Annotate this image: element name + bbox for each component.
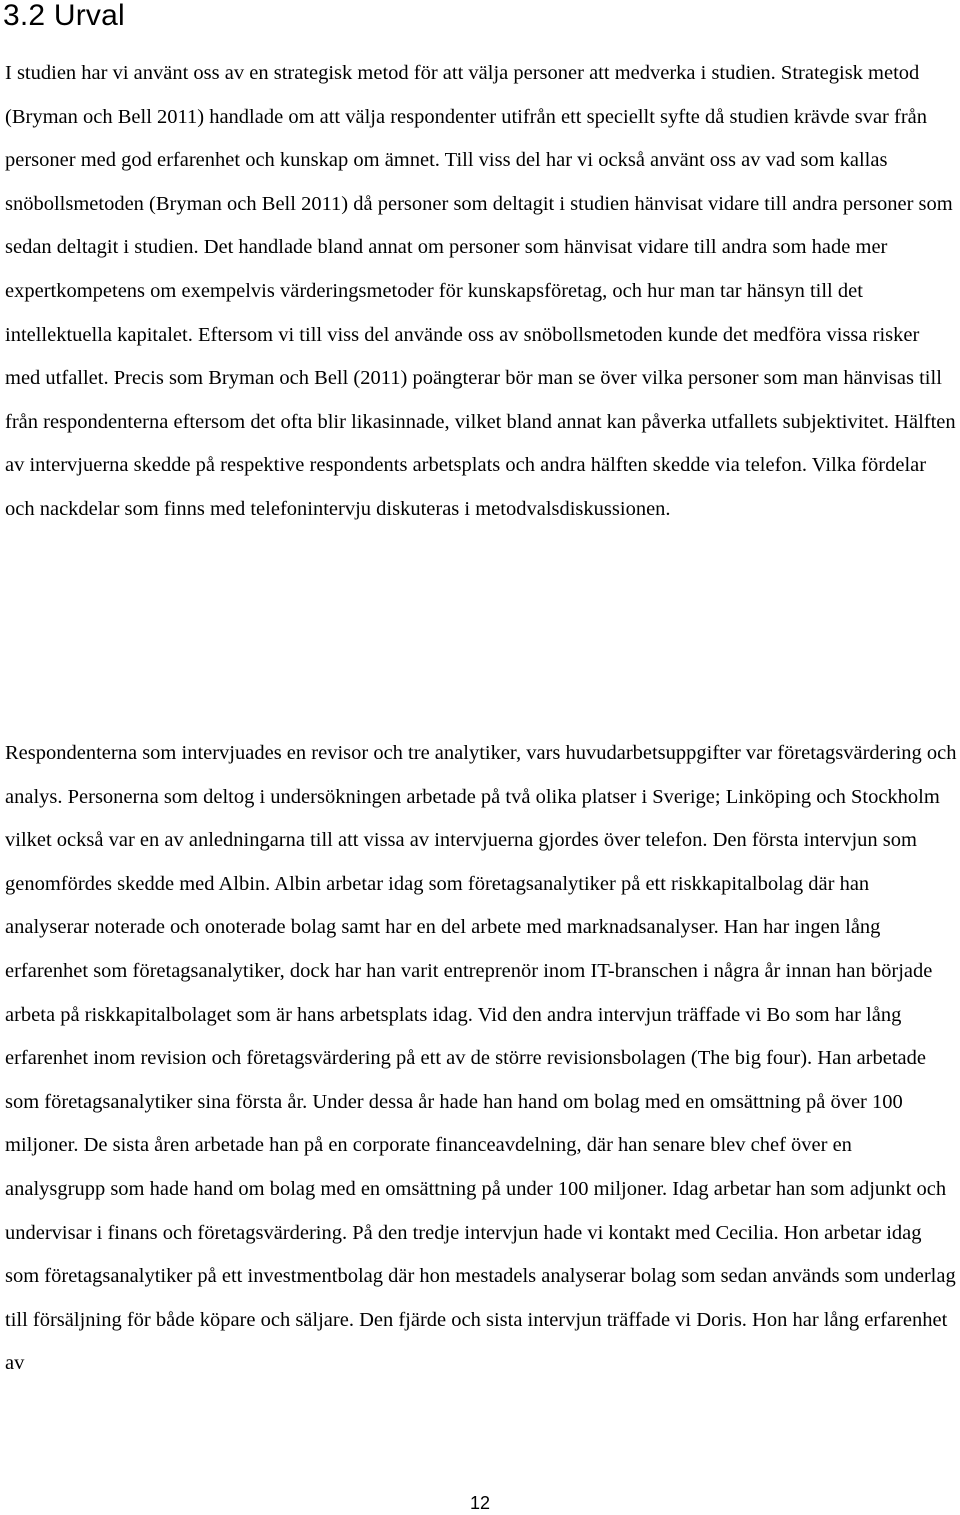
page-number: 12 <box>469 1493 491 1513</box>
section-heading: 3.2 Urval <box>3 0 125 32</box>
paragraph-selection-method: I studien har vi använt oss av en strategisk metod för att välja personer att medverka i studien. Strategisk metod (Bryman och Bell 2011) handlade om att välja respondenter utifrån ett speciellt syfte då studien krävde svar från personer med god erfarenhet och kunskap om ämnet. Till viss del har vi också använt oss av vad som kallas snöbollsmetoden (Bryman och Bell 2011) då personer som deltagit i studien hänvisat vidare till andra personer som sedan deltagit i studien. Det handlade bland annat om personer som hänvisat vidare till andra som hade mer expertkompetens om exempelvis värderingsmetoder för kunskapsföretag, och hur man tar hänsyn till det intellektuella kapitalet. Eftersom vi till viss del använde oss av snöbollsmetoden kunde det medföra vissa risker med utfallet. Precis som Bryman och Bell (2011) poängterar bör man se över vilka personer som man hänvisas till från respondenterna eftersom det ofta blir likasinnade, vilket bland annat kan påverka utfallets subjektivitet. Hälften av intervjuerna skedde på respektive respondents arbetsplats och andra hälften skedde via telefon. Vilka fördelar och nackdelar som finns med telefonintervju diskuteras i metodvalsdiskussionen. <box>5 62 956 520</box>
paragraph-respondents: Respondenterna som intervjuades en revisor och tre analytiker, vars huvudarbetsuppgifter var företagsvärdering och analys. Personerna som deltog i undersökningen arbetade på två olika platser i Sverige; Linköping och Stockholm vilket också var en av anledningarna till att vissa av intervjuerna gjordes över telefon. Den första intervjun som genomfördes skedde med Albin. Albin arbetar idag som företagsanalytiker på ett riskkapitalbolag där han analyserar noterade och onoterade bolag samt har en del arbete med marknadsanalyser. Han har ingen lång erfarenhet som företagsanalytiker, dock har han varit entreprenör inom IT-branschen i några år innan han började arbeta på riskkapitalbolaget som är hans arbetsplats idag. Vid den andra intervjun träffade vi Bo som har lång erfarenhet inom revision och företagsvärdering på ett av de större revisionsbolagen (The big four). Han arbetade som företagsanalytiker sina första år. Under dessa år hade han hand om bolag med en omsättning på över 100 miljoner. De sista åren arbetade han på en corporate financeavdelning, där han senare blev chef över en analysgrupp som hade hand om bolag med en omsättning på under 100 miljoner. Idag arbetar han som adjunkt och undervisar i finans och företagsvärdering. På den tredje intervjun hade vi kontakt med Cecilia. Hon arbetar idag som företagsanalytiker på ett investmentbolag där hon mestadels analyserar bolag som sedan används som underlag till försäljning för både köpare och säljare. Den fjärde och sista intervjun träffade vi Doris. Hon har lång erfarenhet av <box>5 742 957 1375</box>
